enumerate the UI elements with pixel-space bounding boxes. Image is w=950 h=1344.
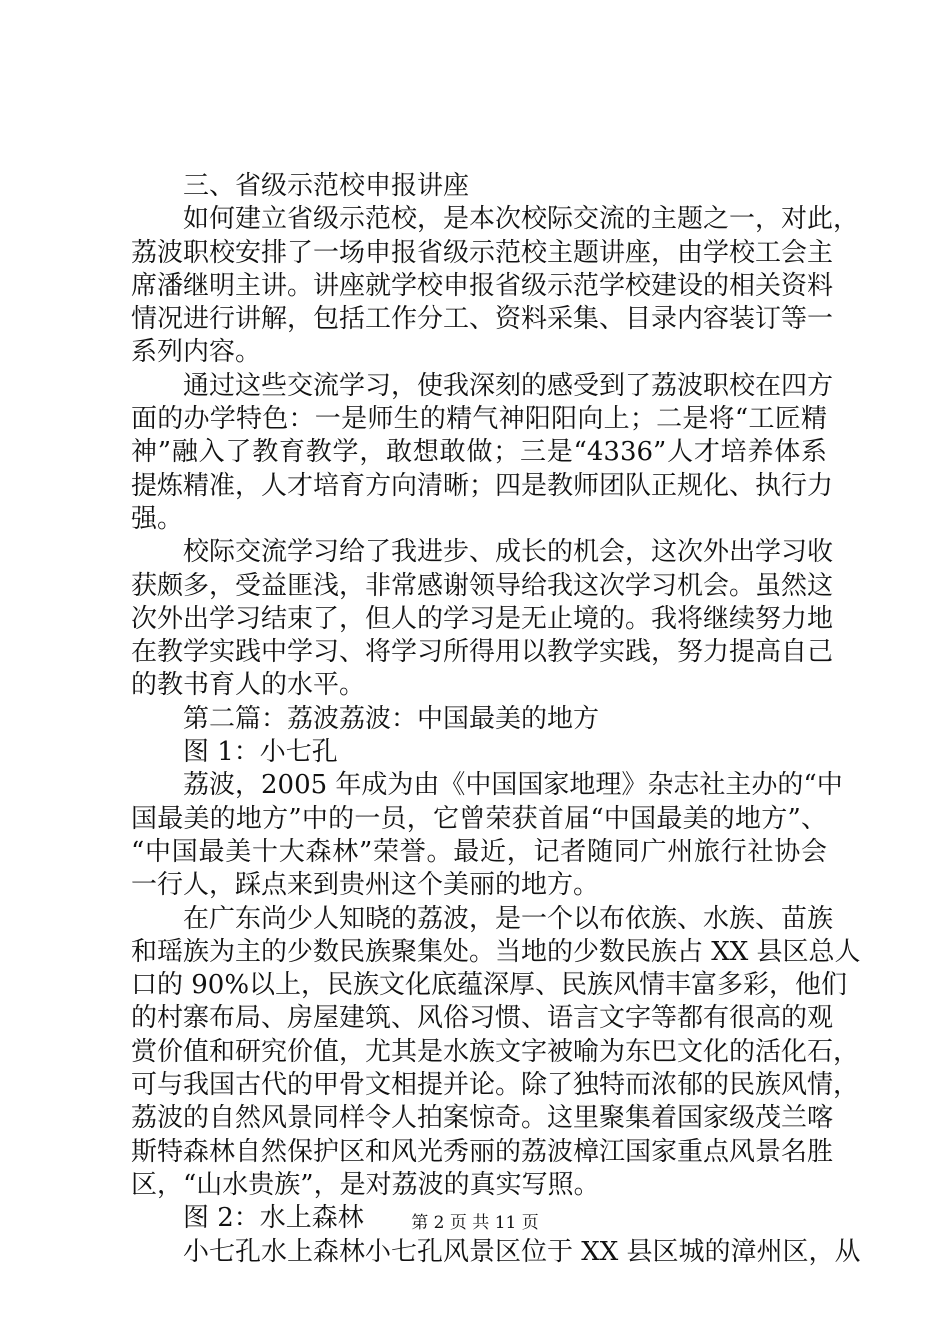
text-line: 次外出学习结束了，但人的学习是无止境的。我将继续努力地 [131,603,834,634]
text-line: 提炼精准，人才培育方向清晰；四是教师团队正规化、执行力 [131,470,834,501]
text-line: 第二篇：荔波荔波：中国最美的地方 [183,703,600,734]
text-line: 三、省级示范校申报讲座 [183,171,470,201]
text-line: 面的办学特色：一是师生的精气神阳阳向上；二是将“工匠精 [131,404,827,435]
text-line: 荔波职校安排了一场申报省级示范校主题讲座，由学校工会主 [131,237,834,268]
text-line: 赏价值和研究价值，尤其是水族文字被喻为东巴文化的活化石， [131,1036,860,1067]
text-line: 小七孔水上森林小七孔风景区位于 XX 县区城的漳州区，从 [183,1236,861,1267]
text-line: 和瑶族为主的少数民族聚集处。当地的少数民族占 XX 县区总人 [131,936,861,967]
text-line: 情况进行讲解，包括工作分工、资料采集、目录内容装订等一 [131,304,834,335]
text-line: 在教学实践中学习、将学习所得用以教学实践，努力提高自己 [131,637,834,668]
text-line: 席潘继明主讲。讲座就学校申报省级示范学校建设的相关资料 [131,270,834,301]
text-line: 区，“山水贵族”，是对荔波的真实写照。 [131,1169,600,1200]
text-line: 系列内容。 [131,337,262,368]
text-line: 的村寨布局、房屋建筑、风俗习惯、语言文字等都有很高的观 [131,1003,834,1034]
text-line: 口的 90%以上，民族文化底蕴深厚、民族风情丰富多彩，他们 [131,970,848,1001]
text-line: 一行人，踩点来到贵州这个美丽的地方。 [131,870,600,901]
page-footer: 第 2 页 共 11 页 [411,1213,539,1233]
text-line: 神”融入了教育教学，敢想敢做；三是“4336”人才培养体系 [131,437,827,468]
text-line: 图 1：小七孔 [183,737,338,768]
text-line: 国最美的地方”中的一员，它曾荣获首届“中国最美的地方”、 [131,803,827,834]
text-line: 如何建立省级示范校，是本次校际交流的主题之一，对此， [183,204,860,235]
text-line: 在广东尚少人知晓的荔波，是一个以布依族、水族、苗族 [183,903,834,934]
text-line: 荔波的自然风景同样令人拍案惊奇。这里聚集着国家级茂兰喀 [131,1103,834,1134]
text-line: 可与我国古代的甲骨文相提并论。除了独特而浓郁的民族风情， [131,1070,860,1101]
document-body [131,170,861,1269]
text-line: 获颇多，受益匪浅，非常感谢领导给我这次学习机会。虽然这 [131,570,834,601]
text-line: 斯特森林自然保护区和风光秀丽的荔波樟江国家重点风景名胜 [131,1136,834,1167]
text-line: 强。 [131,503,184,534]
text-line: 校际交流学习给了我进步、成长的机会，这次外出学习收 [183,537,834,568]
text-line: “中国最美十大森林”荣誉。最近，记者随同广州旅行社协会 [131,836,827,867]
text-line: 图 2：水上森林 [183,1203,364,1234]
text-line: 的教书育人的水平。 [131,670,366,701]
text-line: 荔波，2005 年成为由《中国国家地理》杂志社主办的“中 [183,770,843,801]
text-line: 通过这些交流学习，使我深刻的感受到了荔波职校在四方 [183,370,834,401]
